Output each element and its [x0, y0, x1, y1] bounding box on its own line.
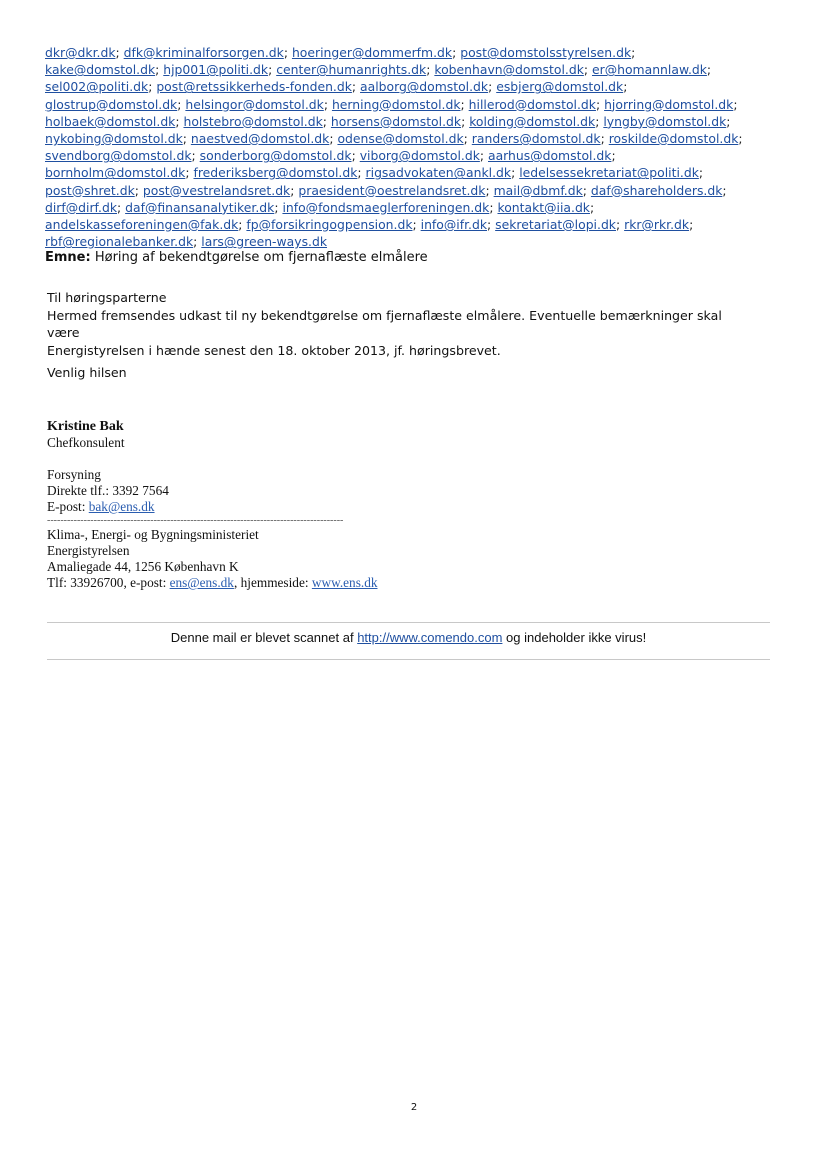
- recipient-email-link[interactable]: aalborg@domstol.dk: [360, 79, 489, 95]
- recipient-separator: ;: [733, 96, 738, 112]
- recipient-separator: ;: [155, 62, 164, 78]
- recipient-email-link[interactable]: daf@finansanalytiker.dk: [125, 199, 275, 215]
- recipient-email-link[interactable]: horsens@domstol.dk: [330, 113, 462, 129]
- recipient-email-link[interactable]: kontakt@iia.dk: [497, 199, 590, 215]
- recipient-separator: ;: [511, 165, 520, 181]
- recipient-email-link[interactable]: holbaek@domstol.dk: [45, 113, 176, 129]
- recipient-email-link[interactable]: nykobing@domstol.dk: [45, 131, 183, 147]
- recipient-email-link[interactable]: bornholm@domstol.dk: [45, 165, 186, 181]
- signature-divider: -----------------------------------------------------------------------------------------: [47, 515, 344, 526]
- recipient-separator: ;: [351, 148, 360, 164]
- recipient-separator: ;: [485, 182, 494, 198]
- recipient-email-link[interactable]: kobenhavn@domstol.dk: [434, 62, 584, 78]
- recipient-separator: ;: [191, 148, 200, 164]
- recipient-separator: ;: [595, 113, 604, 129]
- recipient-email-link[interactable]: dkr@dkr.dk: [45, 45, 116, 60]
- recipient-separator: ;: [177, 96, 186, 112]
- contact-email-link[interactable]: ens@ens.dk: [169, 575, 234, 590]
- recipient-email-link[interactable]: esbjerg@domstol.dk: [496, 79, 624, 95]
- recipient-email-link[interactable]: post@retssikkerheds-fonden.dk: [156, 79, 352, 95]
- page-number: 2: [410, 1102, 418, 1113]
- email-label: E-post:: [47, 499, 86, 514]
- recipient-email-link[interactable]: herning@domstol.dk: [331, 96, 461, 112]
- scan-top-rule: [47, 622, 770, 623]
- recipient-separator: ;: [738, 131, 743, 147]
- recipient-email-link[interactable]: hjorring@domstol.dk: [604, 96, 734, 112]
- recipient-separator: ;: [117, 199, 126, 215]
- recipient-email-link[interactable]: mail@dbmf.dk: [493, 182, 583, 198]
- recipient-separator: ;: [290, 182, 299, 198]
- website-link[interactable]: www.ens.dk: [311, 575, 378, 590]
- recipient-email-link[interactable]: center@humanrights.dk: [276, 62, 427, 78]
- signature-department: Forsyning: [47, 467, 101, 482]
- closing: Venlig hilsen: [47, 365, 127, 380]
- phone-label: Direkte tlf.:: [47, 483, 110, 498]
- recipient-email-link[interactable]: aarhus@domstol.dk: [488, 148, 612, 164]
- recipient-email-link[interactable]: naestved@domstol.dk: [190, 131, 330, 147]
- recipient-separator: ;: [323, 96, 332, 112]
- recipient-email-link[interactable]: hoeringer@dommerfm.dk: [291, 45, 453, 60]
- scan-prefix: Denne mail er blevet scannet af: [170, 630, 354, 645]
- recipient-separator: ;: [631, 45, 636, 60]
- recipient-separator: ;: [460, 96, 469, 112]
- signature-agency: Energistyrelsen: [47, 543, 130, 558]
- signature-ministry: Klima-, Energi- og Bygningsministeriet: [47, 527, 259, 542]
- recipient-separator: ;: [615, 217, 625, 233]
- recipient-separator: ;: [582, 182, 591, 198]
- recipient-separator: ;: [479, 148, 488, 164]
- recipient-email-link[interactable]: hillerod@domstol.dk: [468, 96, 596, 112]
- recipient-email-link[interactable]: ledelsessekretariat@politi.dk: [519, 165, 699, 181]
- recipient-separator: ;: [452, 45, 461, 60]
- recipient-email-link[interactable]: lyngby@domstol.dk: [603, 113, 727, 129]
- recipient-email-link[interactable]: odense@domstol.dk: [337, 131, 464, 147]
- recipient-email-link[interactable]: info@fondsmaeglerforeningen.dk: [282, 199, 490, 215]
- recipient-email-link[interactable]: post@shret.dk: [45, 182, 135, 198]
- recipient-separator: ;: [115, 45, 124, 60]
- recipient-email-link[interactable]: kolding@domstol.dk: [469, 113, 596, 129]
- recipient-separator: ;: [148, 79, 157, 95]
- recipient-separator: ;: [623, 79, 628, 95]
- recipient-email-link[interactable]: dirf@dirf.dk: [45, 199, 117, 215]
- signature-phone-line: [47, 483, 547, 499]
- recipient-separator: ;: [412, 217, 421, 233]
- recipient-separator: ;: [322, 113, 331, 129]
- recipient-email-link[interactable]: svendborg@domstol.dk: [45, 148, 192, 164]
- recipient-email-link[interactable]: viborg@domstol.dk: [359, 148, 480, 164]
- recipient-email-link[interactable]: dfk@kriminalforsorgen.dk: [123, 45, 284, 60]
- email-subject: [45, 250, 428, 265]
- signature-contact-line: [47, 575, 547, 591]
- scan-link[interactable]: http://www.comendo.com: [357, 630, 503, 645]
- signature-email-link[interactable]: bak@ens.dk: [88, 499, 155, 514]
- recipient-email-link[interactable]: sonderborg@domstol.dk: [199, 148, 352, 164]
- recipient-separator: ;: [175, 113, 184, 129]
- recipient-email-link[interactable]: randers@domstol.dk: [471, 131, 601, 147]
- recipient-email-link[interactable]: post@vestrelandsret.dk: [142, 182, 291, 198]
- recipient-separator: ;: [611, 148, 616, 164]
- scan-suffix: og indeholder ikke virus!: [506, 630, 647, 645]
- recipient-email-link[interactable]: sekretariat@lopi.dk: [495, 217, 616, 233]
- signature-address: Amaliegade 44, 1256 København K: [47, 559, 239, 574]
- subject-text: Høring af bekendtgørelse om fjernaflæste elmålere: [94, 250, 428, 265]
- recipient-email-link[interactable]: er@homannlaw.dk: [592, 62, 707, 78]
- contact-prefix: Tlf: 33926700, e-post:: [47, 575, 167, 590]
- recipient-email-link[interactable]: roskilde@domstol.dk: [608, 131, 739, 147]
- recipient-separator: ;: [722, 182, 727, 198]
- recipient-separator: ;: [283, 45, 292, 60]
- recipient-email-link[interactable]: kake@domstol.dk: [45, 62, 156, 78]
- recipient-separator: ;: [698, 165, 704, 181]
- signature-email-line: [47, 499, 547, 515]
- recipient-separator: ;: [726, 113, 731, 129]
- recipient-email-link[interactable]: hjp001@politi.dk: [163, 62, 269, 78]
- email-body: [47, 289, 757, 359]
- subject-label: Emne:: [45, 250, 91, 265]
- recipient-separator: ;: [268, 62, 277, 78]
- recipient-separator: ;: [706, 62, 712, 78]
- scan-bottom-rule: [47, 659, 770, 660]
- recipient-separator: ;: [463, 131, 472, 147]
- recipient-separator: ;: [488, 79, 497, 95]
- recipient-separator: ;: [185, 165, 194, 181]
- recipient-email-link[interactable]: andelskasseforeningen@fak.dk: [45, 217, 239, 233]
- recipient-separator: ;: [134, 182, 143, 198]
- website-label: , hjemmeside:: [233, 575, 309, 590]
- recipient-separator: ;: [487, 217, 496, 233]
- recipient-separator: ;: [182, 131, 191, 147]
- recipient-email-link[interactable]: rbf@regionalebanker.dk: [45, 234, 194, 250]
- phone-number: 3392 7564: [112, 483, 169, 498]
- recipient-email-link[interactable]: glostrup@domstol.dk: [45, 96, 178, 112]
- recipient-list: [45, 44, 745, 250]
- recipient-separator: ;: [426, 62, 435, 78]
- recipient-separator: ;: [595, 96, 605, 112]
- scan-notice: [47, 630, 770, 645]
- recipient-separator: ;: [589, 199, 595, 215]
- signature-title: Chefkonsulent: [47, 435, 125, 450]
- recipient-email-link[interactable]: holstebro@domstol.dk: [183, 113, 323, 129]
- recipient-email-link[interactable]: helsingor@domstol.dk: [185, 96, 324, 112]
- recipient-separator: ;: [583, 62, 592, 78]
- recipient-separator: ;: [351, 79, 361, 95]
- recipient-email-link[interactable]: rigsadvokaten@ankl.dk: [365, 165, 512, 181]
- recipient-separator: ;: [600, 131, 609, 147]
- recipient-separator: ;: [274, 199, 283, 215]
- recipient-separator: ;: [461, 113, 470, 129]
- recipient-email-link[interactable]: praesident@oestrelandsret.dk: [298, 182, 486, 198]
- recipient-separator: ;: [357, 165, 366, 181]
- recipient-separator: ;: [489, 199, 498, 215]
- body-line-1: Hermed fremsendes udkast til ny bekendtgørelse om fjernaflæste elmålere. Eventuelle bemærkninger skal være: [47, 307, 722, 340]
- recipient-email-link[interactable]: frederiksberg@domstol.dk: [193, 165, 358, 181]
- body-line-2: Energistyrelsen i hænde senest den 18. oktober 2013, jf. høringsbrevet.: [47, 342, 501, 358]
- recipient-email-link[interactable]: rkr@rkr.dk: [624, 217, 690, 233]
- signature-name: Kristine Bak: [47, 419, 124, 434]
- recipient-email-link[interactable]: info@ifr.dk: [420, 217, 488, 233]
- signature-block: [47, 419, 547, 591]
- recipient-separator: ;: [238, 217, 247, 233]
- recipient-email-link[interactable]: daf@shareholders.dk: [590, 182, 723, 198]
- recipient-email-link[interactable]: post@domstolsstyrelsen.dk: [460, 45, 632, 60]
- recipient-email-link[interactable]: lars@green-ways.dk: [201, 234, 328, 250]
- recipient-separator: ;: [329, 131, 338, 147]
- recipient-email-link[interactable]: fp@forsikringogpension.dk: [246, 217, 413, 233]
- recipient-separator: ;: [193, 234, 202, 250]
- recipient-email-link[interactable]: sel002@politi.dk: [45, 79, 149, 95]
- recipient-separator: ;: [689, 217, 694, 233]
- salutation: Til høringsparterne: [47, 290, 167, 305]
